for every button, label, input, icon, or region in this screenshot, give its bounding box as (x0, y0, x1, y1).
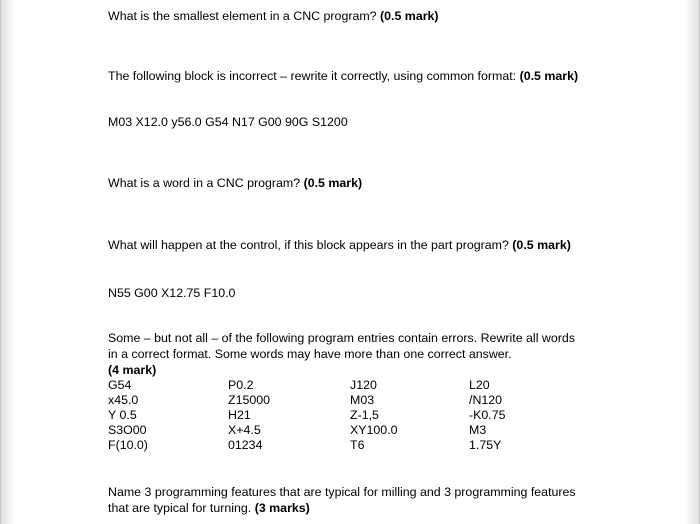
question-mark: (0.5 mark) (519, 69, 579, 83)
entries-column-2 (228, 378, 270, 453)
entry: XY100.0 (350, 423, 398, 437)
question-control-behavior (108, 237, 588, 253)
entry: /N120 (469, 393, 503, 407)
question-rewrite-block (108, 68, 588, 84)
entry: M03 (350, 393, 375, 407)
entry: T6 (350, 438, 365, 452)
entries-column-3 (350, 378, 398, 453)
entries-column-1 (108, 378, 148, 453)
entry: 1.75Y (469, 438, 502, 452)
code-block-control: N55 G00 X12.75 F10.0 (108, 286, 236, 300)
question-mark: (0.5 mark) (380, 9, 439, 23)
question-text: Some – but not all – of the following program entries contain errors. Rewrite all words in a correct format. Some words may have more than one correct answer. (108, 331, 575, 361)
entry: Z-1,5 (350, 408, 379, 422)
entry: -K0.75 (469, 408, 506, 422)
question-text: What is the smallest element in a CNC program? (108, 9, 381, 23)
question-word-definition (108, 175, 588, 191)
question-text: Name 3 programming features that are typical for milling and 3 programming features that are typical for turning. (108, 485, 576, 515)
code-block-incorrect: M03 X12.0 y56.0 G54 N17 G00 90G S1200 (108, 115, 348, 129)
entry: x45.0 (108, 393, 139, 407)
question-mark: (4 mark) (108, 363, 157, 377)
question-mark: (0.5 mark) (512, 238, 571, 252)
entry: Z15000 (228, 393, 271, 407)
question-text: What is a word in a CNC program? (108, 176, 304, 190)
entry: G54 (108, 378, 132, 392)
entry: H21 (228, 408, 251, 422)
question-text: The following block is incorrect – rewrite it correctly, using common format: (108, 69, 520, 83)
entry: Y 0.5 (108, 408, 137, 422)
question-text: What will happen at the control, if this block appears in the part program? (108, 238, 513, 252)
entries-column-4 (469, 378, 506, 453)
entry: X+4.5 (228, 423, 261, 437)
entry: J120 (350, 378, 377, 392)
entry: M3 (469, 423, 487, 437)
question-programming-features (108, 484, 588, 516)
entry: L20 (469, 378, 490, 392)
question-program-entries (108, 330, 588, 378)
question-mark: (3 marks) (254, 501, 310, 515)
entry: S3O00 (108, 423, 147, 437)
question-mark: (0.5 mark) (303, 176, 363, 190)
question-smallest-element (108, 8, 588, 24)
entry: 01234 (228, 438, 263, 452)
entry: F(10.0) (108, 438, 148, 452)
entry: P0.2 (228, 378, 254, 392)
